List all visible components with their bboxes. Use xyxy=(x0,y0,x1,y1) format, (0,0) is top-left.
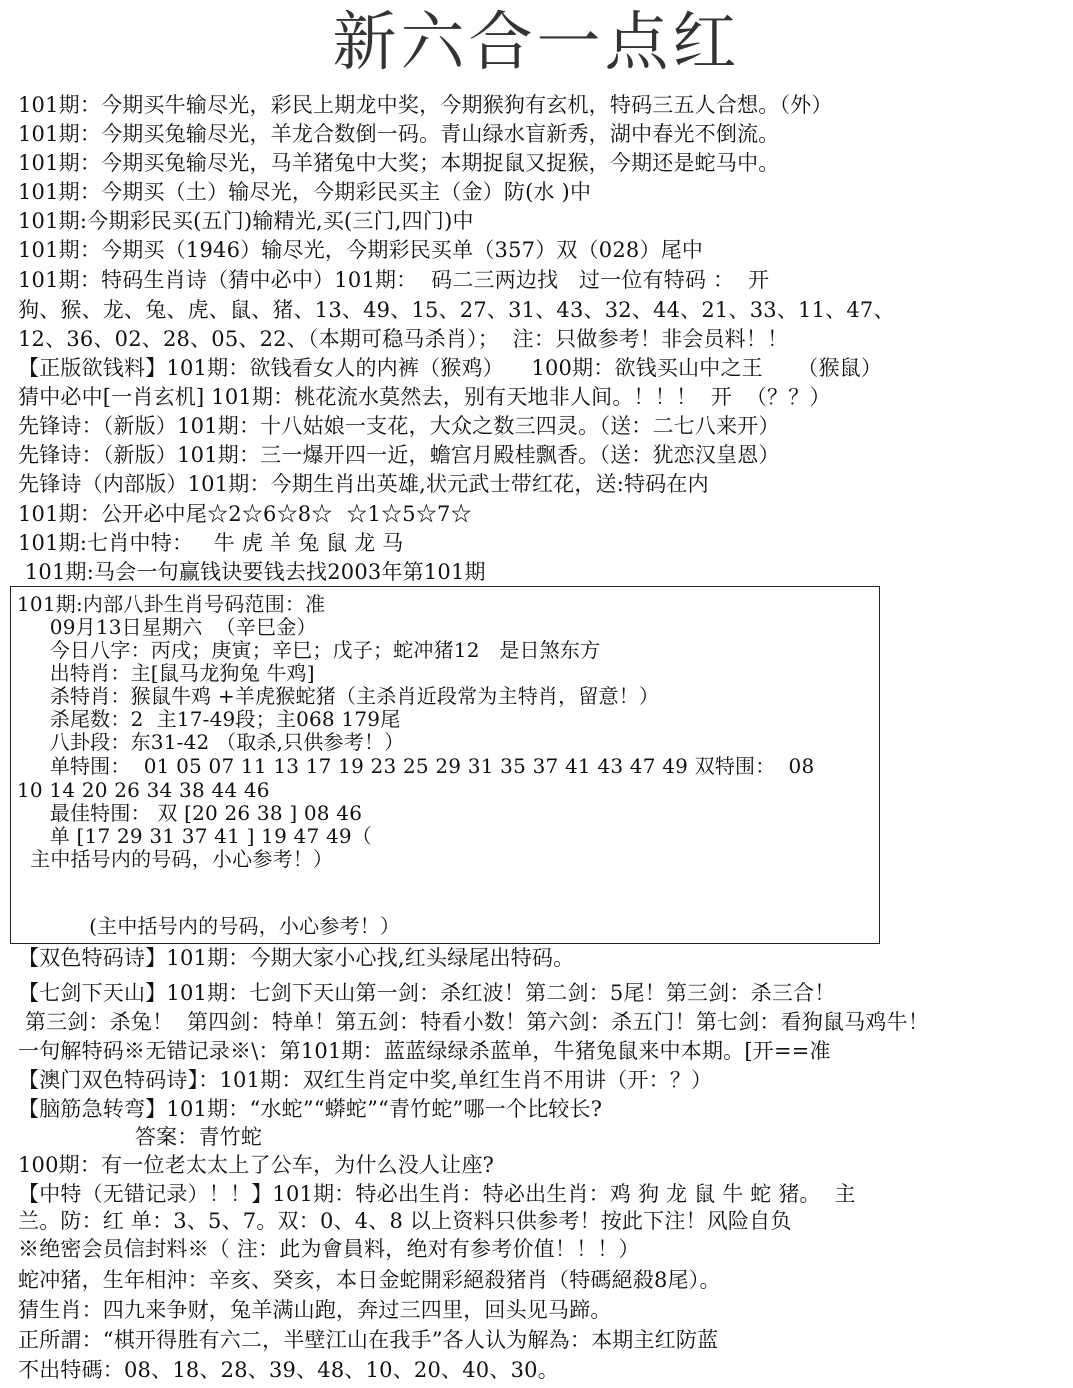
box-line: 单特围： 01 05 07 11 13 17 19 23 25 29 31 35 37 41 43 47 49 双特围： 08 xyxy=(17,754,815,778)
text-line: 猜中必中[一肖玄机] 101期：桃花流水莫然去，别有天地非人间。！！！ 开 （？？） xyxy=(18,385,831,409)
text-line: 答案：青竹蛇 xyxy=(18,1125,263,1149)
page-title: 新六合一点红 xyxy=(332,6,741,80)
text-line: 101期：今期买兔输尽光，羊龙合数倒一码。青山绿水盲新秀，湖中春光不倒流。 xyxy=(18,122,780,146)
box-line: 八卦段：东31-42 （取杀,只供参考！） xyxy=(17,730,405,754)
text-line: 101期：今期买兔输尽光，马羊猪兔中大奖；本期捉鼠又捉猴，今期还是蛇马中。 xyxy=(18,151,780,175)
text-line: 101期：今期买牛输尽光，彩民上期龙中奖，今期猴狗有玄机，特码三五人合想。（外） xyxy=(18,93,833,117)
text-line: 101期:马会一句赢钱诀要钱去找2003年第101期 xyxy=(18,560,486,584)
text-line: 兰。防：红 单：3、5、7。双：0、4、8 以上资料只供参考！按此下注！风险自负 xyxy=(18,1209,792,1233)
text-line: 101期:七肖中特： 牛 虎 羊 兔 鼠 龙 马 xyxy=(18,531,404,555)
box-line: 主中括号内的号码，小心参考！） xyxy=(17,847,334,871)
box-line: 今日八字：丙戌；庚寅；辛巳；戊子；蛇冲猪12 是日煞东方 xyxy=(17,638,601,662)
text-line: 【中特（无错记录）！！】101期：特必出生肖：特必出生肖：鸡 狗 龙 鼠 牛 蛇 猪。 主 xyxy=(18,1182,856,1206)
bagua-info-box xyxy=(10,586,880,944)
text-line: 不出特碼：08、18、28、39、48、10、20、40、30。 xyxy=(18,1358,559,1382)
text-line: 101期：特码生肖诗（猜中必中）101期： 码二三两边找 过一位有特码 ： 开 xyxy=(18,268,770,292)
box-line: 09月13日星期六 （辛巳金） xyxy=(17,615,317,639)
text-line: 正所謂：“棋开得胜有六二，半壁江山在我手”各人认为解為：本期主红防蓝 xyxy=(18,1328,719,1352)
text-line: 101期：今期买（1946）输尽光，今期彩民买单（357）双（028）尾中 xyxy=(18,238,704,262)
box-line: 出特肖：主[鼠马龙狗兔 牛鸡] xyxy=(17,661,315,685)
text-line: 100期：有一位老太太上了公车，为什么没人让座? xyxy=(18,1153,495,1177)
text-line: 猜生肖：四九来争财，兔羊满山跑，奔过三四里，回头见马蹄。 xyxy=(18,1298,612,1322)
text-line: 【双色特码诗】101期：今期大家小心找,红头绿尾出特码。 xyxy=(18,946,575,970)
box-line: 101期:内部八卦生肖号码范围：准 xyxy=(17,592,326,616)
text-line: 101期：公开必中尾☆2☆6☆8☆ ☆1☆5☆7☆ xyxy=(18,502,472,526)
box-line: 最佳特围： 双 [20 26 38 ] 08 46 xyxy=(17,801,363,825)
text-line: 蛇冲猪，生年相沖：辛亥、癸亥，本日金蛇開彩絕殺猪肖（特碼絕殺8尾）。 xyxy=(18,1268,721,1292)
text-line: 先锋诗：（新版）101期：三一爆开四一近，蟾宫月殿桂飘香。（送：犹恋汉皇恩） xyxy=(18,443,780,467)
box-line: 杀特肖：猴鼠牛鸡 +羊虎猴蛇猪（主杀肖近段常为主特肖，留意！） xyxy=(17,684,660,708)
text-line: ※绝密会员信封料※（ 注：此为會員料，绝对有参考价值！！！） xyxy=(18,1237,640,1261)
box-line: (主中括号内的号码，小心参考！） xyxy=(17,914,401,938)
text-line: 101期:今期彩民买(五门)输精光,买(三门,四门)中 xyxy=(18,209,474,233)
text-line: 12、36、02、28、05、22、（本期可稳马杀肖）； 注：只做参考！非会员料！！ xyxy=(18,327,789,351)
box-line: 10 14 20 26 34 38 44 46 xyxy=(17,778,270,802)
text-line: 狗、猴、龙、兔、虎、鼠、猪、13、49、15、27、31、43、32、44、21、33、11、47、 xyxy=(18,298,895,322)
text-line: 一句解特码※无错记录※\：第101期：蓝蓝绿绿杀蓝单，牛猪兔鼠来中本期。[开==准 xyxy=(18,1039,831,1063)
text-line: 第三剑：杀兔！ 第四剑：特单！第五剑：特看小数！第六剑：杀五门！第七剑：看狗鼠马鸡牛！ xyxy=(18,1010,930,1034)
text-line: 【七剑下天山】101期：七剑下天山第一剑：杀红波！第二剑：5尾！第三剑：杀三合！ xyxy=(18,981,836,1005)
box-line: 单 [17 29 31 37 41 ] 19 47 49（ xyxy=(17,824,373,848)
text-line: 【正版欲钱料】101期：欲钱看女人的内裤（猴鸡） 100期：欲钱买山中之王 （猴鼠） xyxy=(18,356,883,380)
text-line: 先锋诗：（新版）101期：十八姑娘一支花，大众之数三四灵。（送：二七八来开） xyxy=(18,414,780,438)
text-line: 【澳门双色特码诗】：101期：双红生肖定中奖,单红生肖不用讲（开：？） xyxy=(18,1068,713,1092)
text-line: 【脑筋急转弯】101期：“水蛇”“蟒蛇”“青竹蛇”哪一个比较长? xyxy=(18,1097,603,1121)
text-line: 101期：今期买（土）输尽光，今期彩民买主（金）防(水 )中 xyxy=(18,180,592,204)
box-line: 杀尾数：2 主17-49段；主068 179尾 xyxy=(17,707,401,731)
text-line: 先锋诗（内部版）101期：今期生肖出英雄,状元武士带红花，送:特码在内 xyxy=(18,472,709,496)
